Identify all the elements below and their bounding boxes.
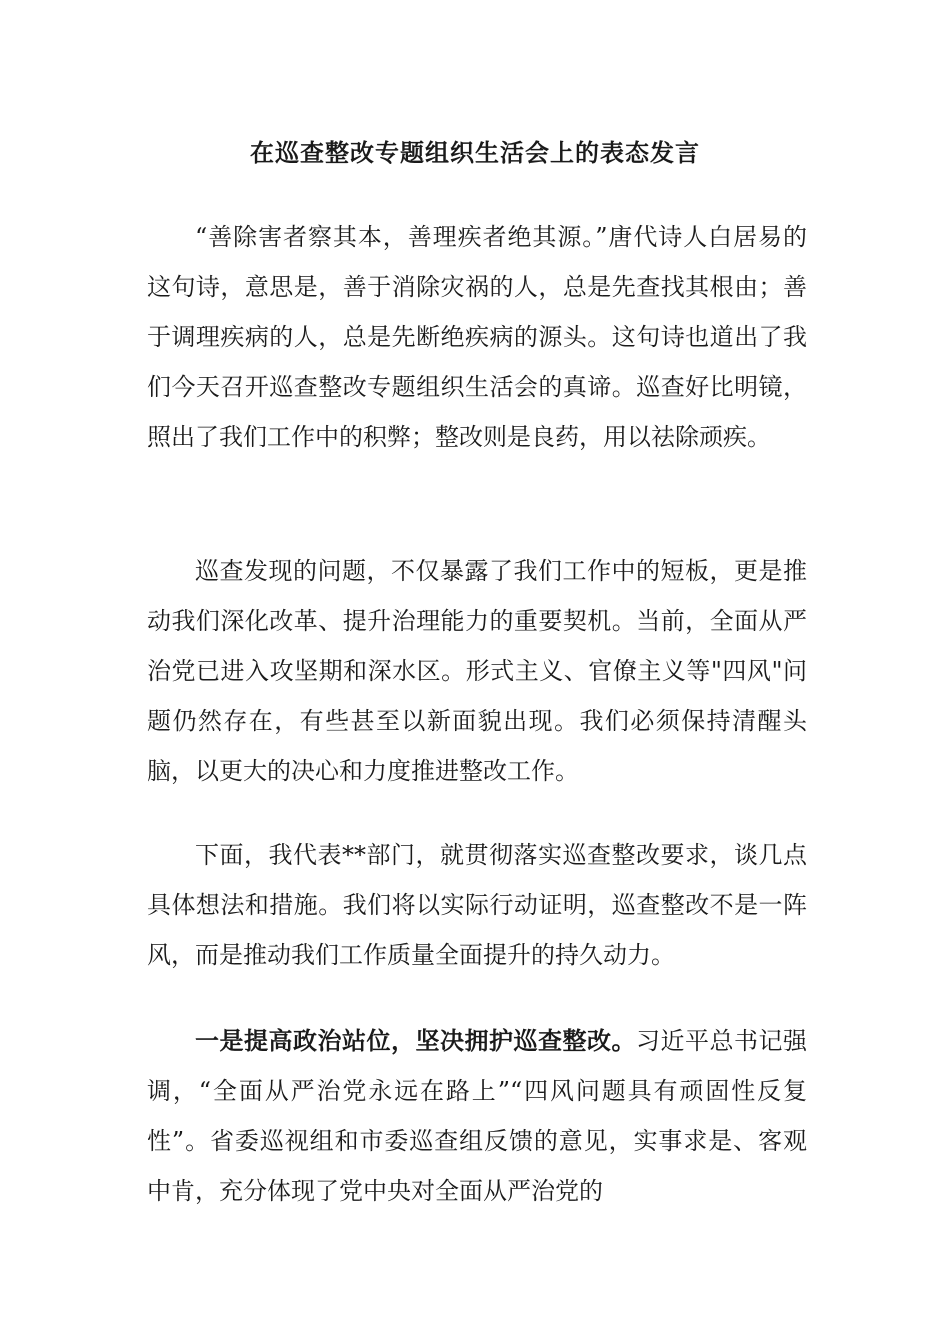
paragraph-4-text: 习近平总书记强调，“全面从严治党永远在路上”“四风问题具有顽固性反复性”。省委巡视组和市委巡查组反馈的意见，实事求是、客观中肯，充分体现了党中央对全面从严治党的	[147, 1027, 807, 1205]
document-title: 在巡查整改专题组织生活会上的表态发言	[250, 138, 700, 167]
paragraph-1-text: “善除害者察其本，善理疾者绝其源。”唐代诗人白居易的这句诗，意思是，善于消除灾祸的人，总是先查找其根由；善于调理疾病的人，总是先断绝疾病的源头。这句诗也道出了我们今天召开巡查整改专题组织生活会的真谛。巡查好比明镜，照出了我们工作中的积弊；整改则是良药，用以祛除顽疾。	[147, 223, 807, 451]
paragraph-2-text: 巡查发现的问题，不仅暴露了我们工作中的短板，更是推动我们深化改革、提升治理能力的重要契机。当前，全面从严治党已进入攻坚期和深水区。形式主义、官僚主义等"四风"问题仍然存在，有些甚至以新面貌出现。我们必须保持清醒头脑，以更大的决心和力度推进整改工作。	[147, 557, 807, 785]
paragraph-2	[147, 546, 807, 796]
paragraph-4	[147, 1016, 807, 1216]
paragraph-3	[147, 830, 807, 980]
paragraph-1	[147, 212, 807, 462]
paragraph-4-lead: 一是提高政治站位，坚决拥护巡查整改。	[195, 1026, 636, 1055]
paragraph-3-text: 下面，我代表**部门，就贯彻落实巡查整改要求，谈几点具体想法和措施。我们将以实际行动证明，巡查整改不是一阵风，而是推动我们工作质量全面提升的持久动力。	[147, 841, 807, 969]
